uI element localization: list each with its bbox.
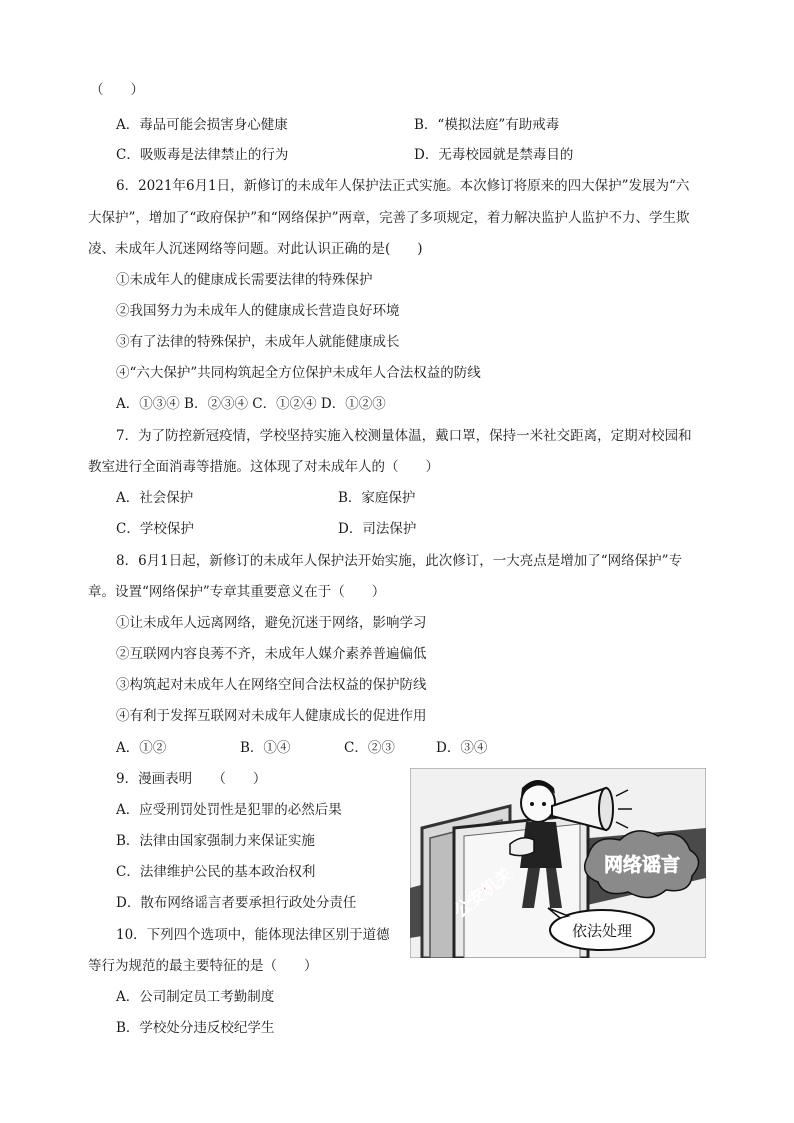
cloud-label: 网络谣言 — [603, 854, 681, 876]
rumor-cartoon-illustration — [410, 768, 706, 958]
q8-stem-line-2: 章。设置“网络保护”专章其重要意义在于（ ） — [88, 584, 386, 600]
q5-option-b: B．“模拟法庭”有助戒毒 — [414, 117, 560, 133]
q8-statement-3: ③构筑起对未成年人在网络空间合法权益的保护防线 — [116, 677, 427, 693]
q6-stem-line-3: 凌、未成年人沉迷网络等问题。对此认识正确的是( ) — [88, 241, 423, 257]
q6-statement-2: ②我国努力为未成年人的健康成长营造良好环境 — [116, 303, 400, 319]
q9-option-b: B．法律由国家强制力来保证实施 — [116, 833, 315, 849]
q6-statement-3: ③有了法律的特殊保护，未成年人就能健康成长 — [116, 334, 400, 350]
q9-option-d: D．散布网络谣言者要承担行政处分责任 — [116, 895, 357, 911]
q6-stem-line-2: 大保护”，增加了“政府保护”和“网络保护”两章，完善了多项规定，着力解决监护人监护不力、学生欺 — [88, 210, 690, 226]
q6-options: A．①③④ B．②③④ C．①②④ D．①②③ — [116, 396, 386, 412]
q7-option-a: A．社会保护 — [116, 490, 194, 506]
q10-stem-line-2: 等行为规范的最主要特征的是（ ） — [88, 958, 318, 974]
q5-stem-tail: （ ） — [90, 82, 144, 98]
q8-option-a: A．①② — [116, 740, 167, 756]
q10-option-a: A．公司制定员工考勤制度 — [116, 989, 275, 1005]
q9-stem: 9．漫画表明 （ ） — [116, 771, 267, 787]
door-label: 公安机关 — [450, 864, 517, 922]
q9-option-c: C．法律维护公民的基本政治权利 — [116, 864, 316, 880]
q8-statement-1: ①让未成年人远离网络，避免沉迷于网络，影响学习 — [116, 615, 427, 631]
q8-stem-line-1: 8．6月1日起，新修订的未成年人保护法开始实施，此次修订，一大亮点是增加了“网络保护”专 — [116, 553, 683, 569]
bubble-label: 依法处理 — [571, 922, 633, 940]
q7-option-c: C．学校保护 — [116, 521, 194, 537]
q5-option-a: A．毒品可能会损害身心健康 — [116, 117, 288, 133]
q10-stem-line-1: 10．下列四个选项中，能体现法律区别于道德 — [116, 927, 390, 943]
q6-statement-1: ①未成年人的健康成长需要法律的特殊保护 — [116, 272, 373, 288]
q7-option-b: B．家庭保护 — [338, 490, 416, 506]
q8-option-d: D．③④ — [436, 740, 488, 756]
q6-statement-4: ④“六大保护”共同构筑起全方位保护未成年人合法权益的防线 — [116, 365, 481, 381]
q8-statement-4: ④有利于发挥互联网对未成年人健康成长的促进作用 — [116, 708, 427, 724]
q10-option-b: B．学校处分违反校纪学生 — [116, 1020, 275, 1036]
q7-stem-line-1: 7．为了防控新冠疫情，学校坚持实施入校测量体温，戴口罩，保持一米社交距离，定期对校园和 — [116, 428, 692, 444]
q8-option-c: C．②③ — [344, 740, 395, 756]
q9-option-a: A．应受刑罚处罚性是犯罪的必然后果 — [116, 802, 342, 818]
q8-statement-2: ②互联网内容良莠不齐，未成年人媒介素养普遍偏低 — [116, 646, 427, 662]
q5-option-d: D．无毒校园就是禁毒目的 — [414, 147, 574, 163]
q5-option-c: C．吸贩毒是法律禁止的行为 — [116, 147, 289, 163]
q7-stem-line-2: 教室进行全面消毒等措施。这体现了对未成年人的（ ） — [88, 459, 439, 475]
q6-stem-line-1: 6．2021年6月1日，新修订的未成年人保护法正式实施。本次修订将原来的四大保护”发展为“六 — [116, 178, 690, 194]
q8-option-b: B．①④ — [240, 740, 291, 756]
q7-option-d: D．司法保护 — [338, 521, 417, 537]
